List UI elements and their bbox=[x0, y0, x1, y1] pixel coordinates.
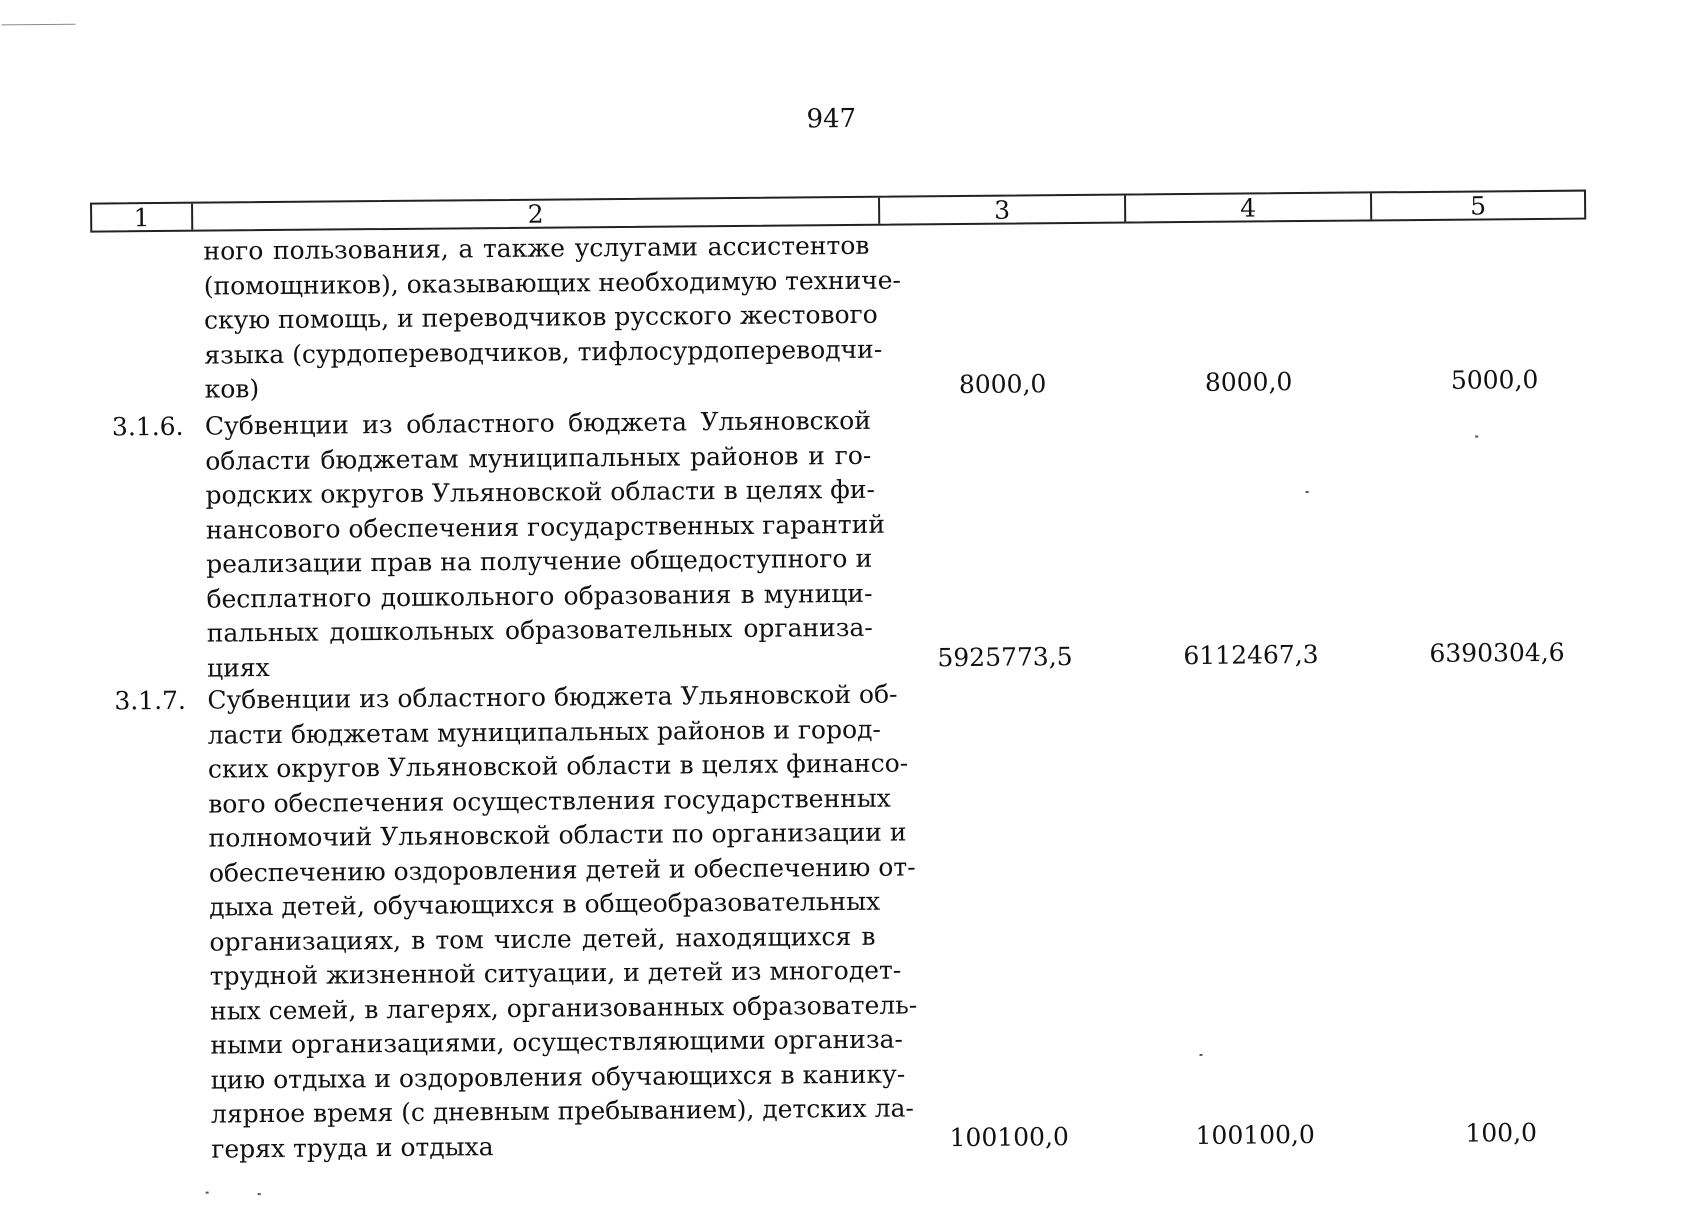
description-line: нансового обеспечения государственных гарантий bbox=[205, 509, 886, 545]
description-line: пальных дошкольных образовательных организа- bbox=[206, 612, 873, 648]
table-header-row bbox=[90, 190, 1586, 233]
description-line: ских округов Ульяновской области в целях финансо- bbox=[207, 748, 909, 784]
description-line: бесплатного дошкольного образования в муници- bbox=[206, 578, 873, 614]
scan-speck bbox=[206, 1192, 209, 1194]
row-number: 3.1.7. bbox=[114, 685, 187, 716]
description-line: полномочий Ульяновской области по организации и bbox=[208, 817, 907, 853]
description-line: Субвенции из областного бюджета Ульяновской bbox=[204, 405, 872, 441]
row-description bbox=[203, 229, 902, 407]
description-line: циях bbox=[206, 652, 270, 683]
description-line: ласти бюджетам муниципальных районов и город- bbox=[207, 714, 882, 750]
header-col-1: 1 bbox=[92, 204, 193, 231]
row-value-col5: 100,0 bbox=[1465, 1118, 1538, 1148]
scan-speck bbox=[258, 1193, 261, 1195]
description-line: дыха детей, обучающихся в общеобразовательных bbox=[209, 886, 881, 922]
header-col-3: 3 bbox=[880, 196, 1126, 224]
row-value-col3: 8000,0 bbox=[958, 369, 1047, 400]
description-line: ного пользования, а также услугами ассистентов bbox=[203, 230, 870, 266]
description-line: герях труда и отдыха bbox=[211, 1131, 494, 1164]
row-value-col5: 6390304,6 bbox=[1429, 637, 1565, 668]
row-value-col3: 100100,0 bbox=[949, 1122, 1069, 1153]
page-number: 947 bbox=[806, 103, 857, 135]
row-value-col3: 5925773,5 bbox=[937, 642, 1073, 673]
description-line: (помощников), оказывающих необходимую техниче- bbox=[203, 265, 902, 301]
description-line: вого обеспечения осуществления государственных bbox=[208, 783, 891, 819]
row-value-col4: 8000,0 bbox=[1204, 367, 1293, 397]
scan-speck bbox=[1475, 435, 1478, 437]
description-line: реализации прав на получение общедоступного и bbox=[206, 543, 873, 579]
corner-scan-mark bbox=[1, 24, 75, 26]
description-line: ков) bbox=[204, 374, 260, 404]
description-line: цию отдыха и оздоровления обучающихся в канику- bbox=[210, 1059, 906, 1095]
description-line: языка (сурдопереводчиков, тифлосурдопереводчи- bbox=[204, 334, 883, 370]
description-line: лярное время (с дневным пребыванием), детских ла- bbox=[210, 1093, 915, 1129]
description-line: области бюджетам муниципальных районов и го- bbox=[205, 440, 872, 476]
row-description bbox=[204, 404, 886, 686]
row-value-col4: 100100,0 bbox=[1195, 1119, 1315, 1150]
row-description bbox=[207, 678, 918, 1167]
description-line: скую помощь, и переводчиков русского жестового bbox=[203, 299, 878, 335]
header-col-5: 5 bbox=[1470, 191, 1487, 221]
description-line: ных семей, в лагерях, организованных образователь- bbox=[209, 989, 918, 1026]
row-number: 3.1.6. bbox=[111, 411, 184, 442]
description-line: родских округов Ульяновской области в целях фи- bbox=[205, 474, 876, 510]
row-value-col4: 6112467,3 bbox=[1183, 639, 1319, 671]
description-line: ными организациями, осуществляющими организа- bbox=[210, 1024, 903, 1060]
scan-speck bbox=[1306, 491, 1309, 493]
header-col-4: 4 bbox=[1126, 193, 1372, 221]
description-line: обеспечению оздоровления детей и обеспечению от- bbox=[208, 851, 916, 888]
row-value-col5: 5000,0 bbox=[1450, 364, 1539, 395]
description-line: Субвенции из областного бюджета Ульяновской об- bbox=[207, 679, 898, 715]
scan-speck bbox=[1199, 1054, 1202, 1056]
header-col-2: 2 bbox=[193, 198, 880, 230]
description-line: организациях, в том числе детей, находящихся в bbox=[209, 921, 876, 957]
description-line: трудной жизненной ситуации, и детей из многодет- bbox=[209, 955, 902, 991]
